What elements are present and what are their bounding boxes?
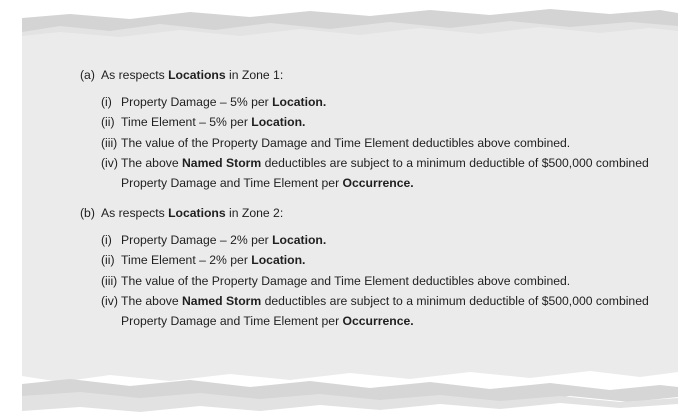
item-text: The value of the Property Damage and Time Element deductibles above combined. xyxy=(121,135,571,150)
section-lead-text: As respects Locations in Zone 1: xyxy=(101,68,284,82)
item-text: Time Element – 2% per Location. xyxy=(121,253,306,267)
list-item xyxy=(101,134,660,154)
item-marker: (iii) xyxy=(101,273,118,288)
item-marker: (ii) xyxy=(101,115,115,129)
item-marker: (i) xyxy=(101,232,112,247)
list-item xyxy=(101,272,660,292)
section-lead xyxy=(80,66,660,86)
list-item xyxy=(101,113,660,133)
item-marker: (iii) xyxy=(101,135,118,150)
section-lead xyxy=(80,204,660,224)
section-marker: (a) xyxy=(80,68,95,82)
deductible-clauses xyxy=(80,66,660,342)
list-item xyxy=(101,251,660,271)
item-text: The above Named Storm deductibles are subject to a minimum deductible of $500,000 combined Property Damage and Time Element per Occurrence. xyxy=(121,294,649,328)
item-text: Time Element – 5% per Location. xyxy=(121,115,306,129)
item-text: The above Named Storm deductibles are subject to a minimum deductible of $500,000 combined Property Damage and Time Element per Occurrence. xyxy=(121,156,649,190)
item-marker: (ii) xyxy=(101,253,115,267)
section-zone-1 xyxy=(80,66,660,193)
list-item xyxy=(101,231,660,251)
section-marker: (b) xyxy=(80,206,95,220)
list-item xyxy=(101,292,660,331)
item-text: The value of the Property Damage and Time Element deductibles above combined. xyxy=(121,273,571,288)
item-text: Property Damage – 2% per Location. xyxy=(121,232,327,247)
section-zone-2 xyxy=(80,204,660,331)
item-text: Property Damage – 5% per Location. xyxy=(121,94,327,109)
list-item xyxy=(101,154,660,193)
section-lead-text: As respects Locations in Zone 2: xyxy=(101,206,284,220)
item-marker: (iv) xyxy=(101,294,118,308)
list-item xyxy=(101,93,660,113)
item-marker: (iv) xyxy=(101,156,118,170)
item-marker: (i) xyxy=(101,94,112,109)
